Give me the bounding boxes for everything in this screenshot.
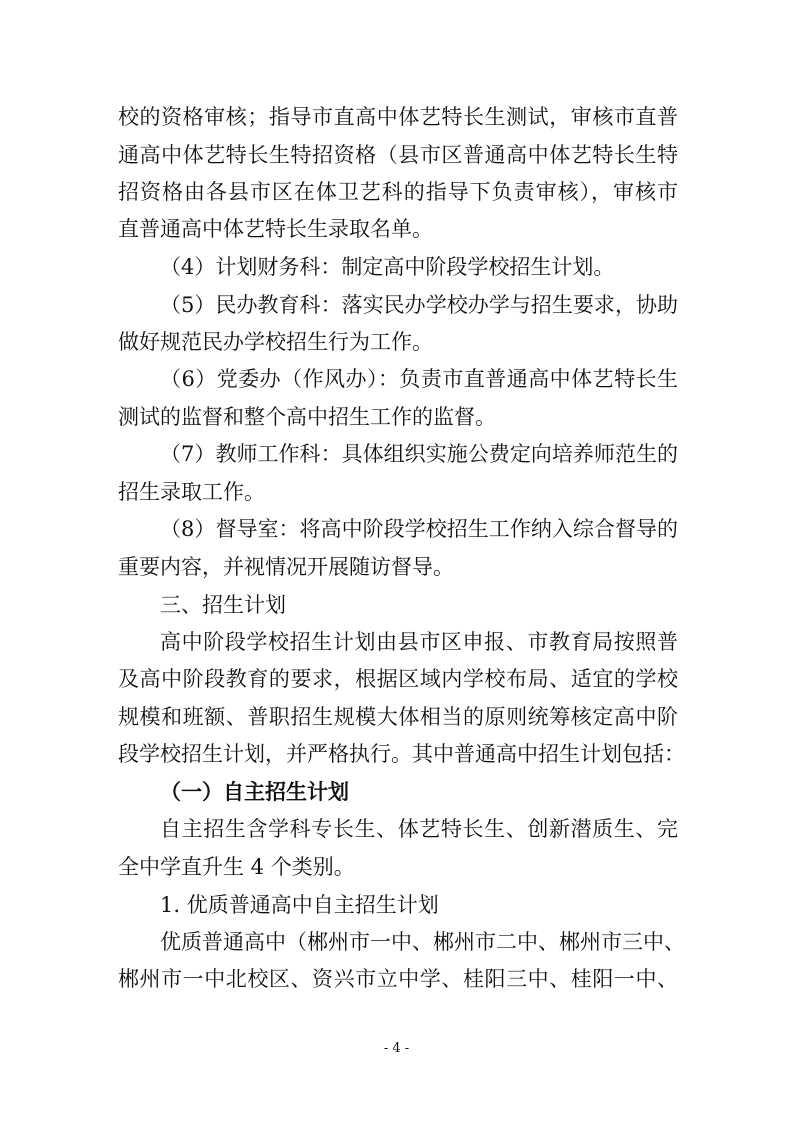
body-text-line: 校的资格审核；指导市直高中体艺特长生测试，审核市直普 xyxy=(118,105,678,129)
body-text-line: 自主招生含学科专长生、体艺特长生、创新潜质生、完 xyxy=(160,817,678,841)
list-item-8: （8）督导室：将高中阶段学校招生工作纳入综合督导的 xyxy=(160,517,678,541)
body-text-line: 招生录取工作。 xyxy=(118,480,265,504)
body-text-line: 规模和班额、普职招生规模大体相当的原则统筹核定高中阶 xyxy=(118,705,678,729)
body-text-line: 招资格由各县市区在体卫艺科的指导下负责审核），审核市 xyxy=(118,180,678,204)
body-text-line: 段学校招生计划，并严格执行。其中普通高中招生计划包括： xyxy=(118,742,685,766)
section-heading: 三、招生计划 xyxy=(160,593,286,617)
body-text-line: 优质普通高中（郴州市一中、郴州市二中、郴州市三中、 xyxy=(160,930,685,954)
body-text-line: 直普通高中体艺特长生录取名单。 xyxy=(118,217,433,241)
body-text-line: 全中学直升生 4 个类别。 xyxy=(118,855,355,879)
body-text-line: 做好规范民办学校招生行为工作。 xyxy=(118,330,433,354)
body-text-line: 测试的监督和整个高中招生工作的监督。 xyxy=(118,405,496,429)
subsection-heading: （一）自主招生计划 xyxy=(160,779,349,804)
body-text-line: 高中阶段学校招生计划由县市区申报、市教育局按照普 xyxy=(160,630,678,654)
body-text-line: 重要内容，并视情况开展随访督导。 xyxy=(118,555,454,579)
list-item-4: （4）计划财务科：制定高中阶段学校招生计划。 xyxy=(160,255,615,279)
body-text-line: 及高中阶段教育的要求，根据区域内学校布局、适宜的学校 xyxy=(118,667,678,691)
body-text-line: 通高中体艺特长生特招资格（县市区普通高中体艺特长生特 xyxy=(118,143,678,167)
list-item-5: （5）民办教育科：落实民办学校办学与招生要求，协助 xyxy=(160,293,678,317)
page-number: - 4 - xyxy=(383,1041,410,1056)
body-text-line: 郴州市一中北校区、资兴市立中学、桂阳三中、桂阳一中、 xyxy=(118,967,678,991)
item-heading: 1. 优质普通高中自主招生计划 xyxy=(160,893,439,917)
list-item-7: （7）教师工作科：具体组织实施公费定向培养师范生的 xyxy=(160,442,678,466)
list-item-6: （6）党委办（作风办）：负责市直普通高中体艺特长生 xyxy=(160,367,678,391)
